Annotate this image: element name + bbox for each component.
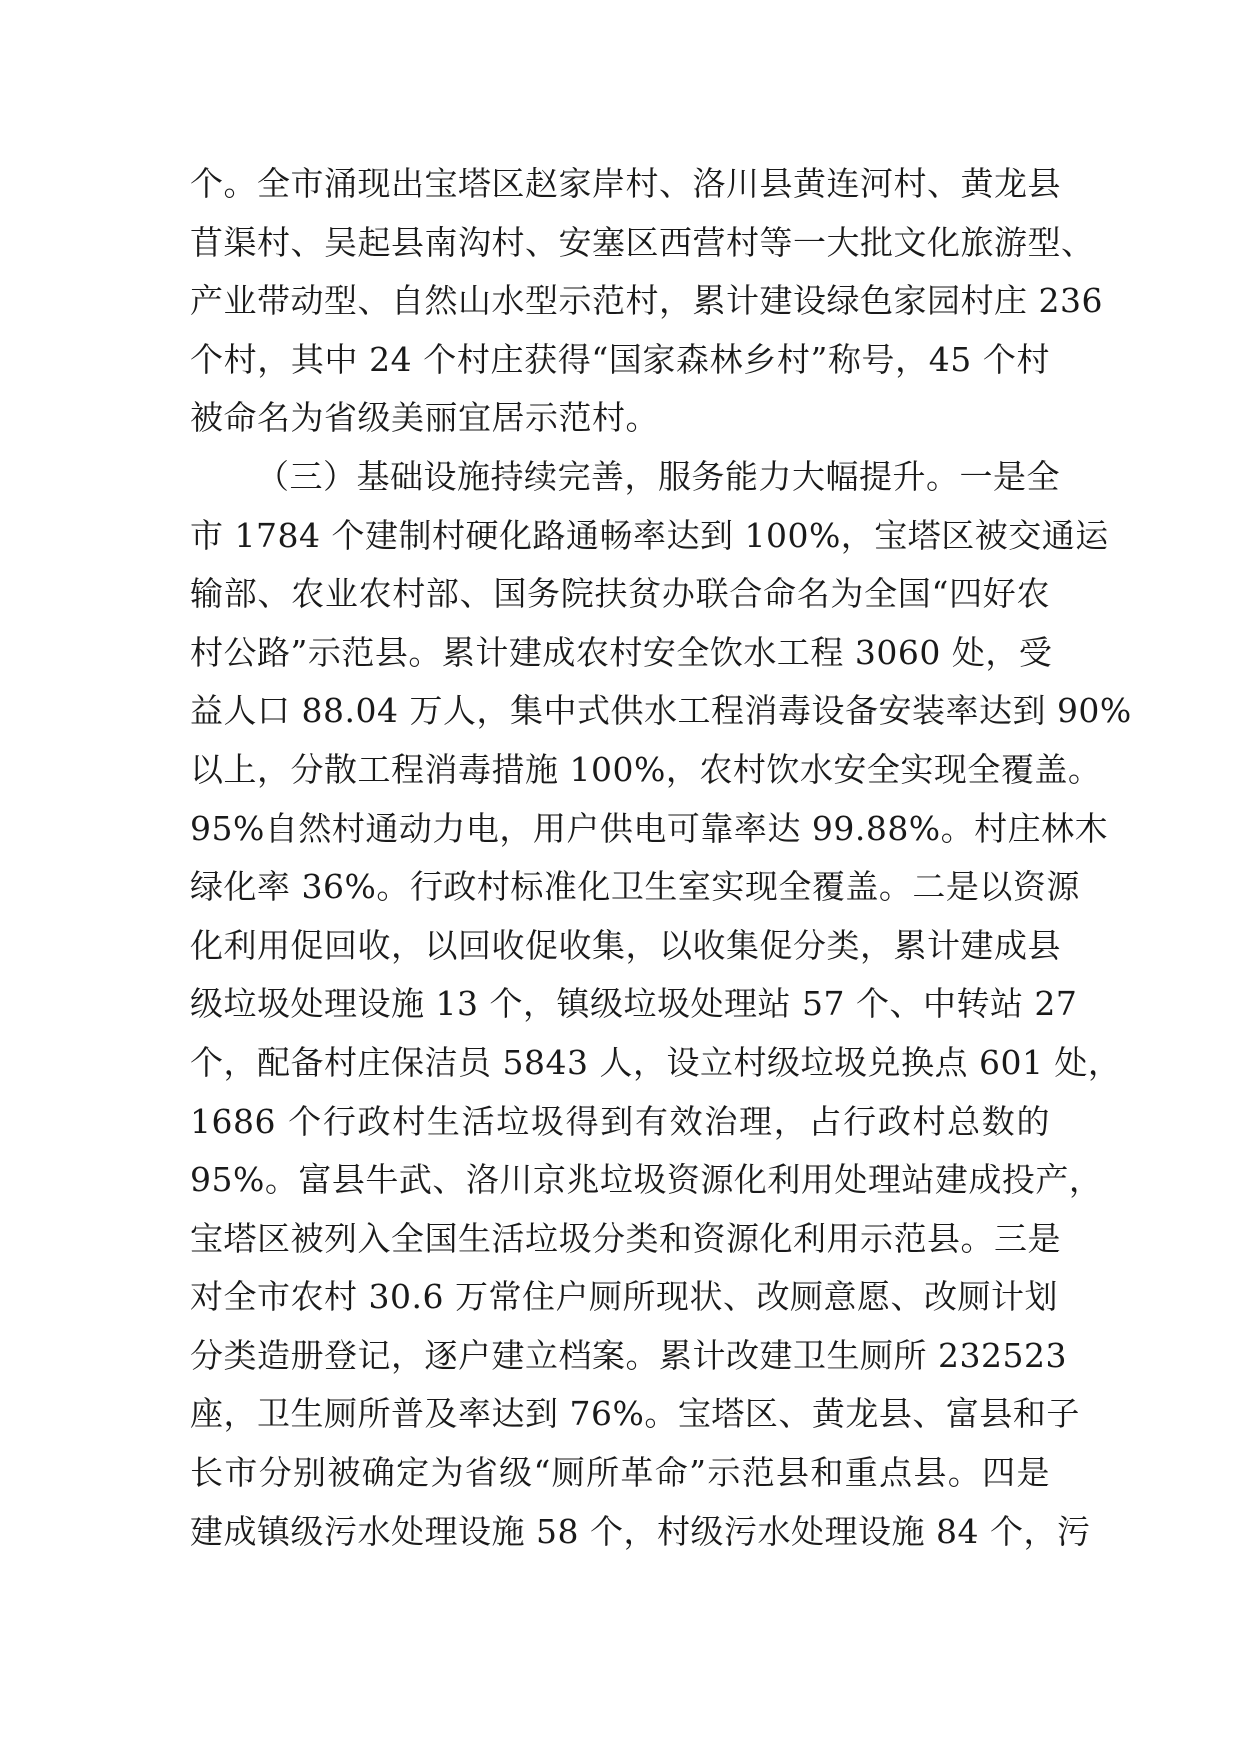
text-line: 个。全市涌现出宝塔区赵家岸村、洛川县黄连河村、黄龙县 bbox=[190, 164, 1061, 203]
text-line: 级垃圾处理设施 13 个，镇级垃圾处理站 57 个、中转站 27 bbox=[190, 984, 1078, 1024]
text-line: 被命名为省级美丽宜居示范村。 bbox=[190, 398, 659, 438]
text-line: 输部、农业农村部、国务院扶贫办联合命名为全国“四好农 bbox=[190, 574, 1050, 614]
text-line: 宝塔区被列入全国生活垃圾分类和资源化利用示范县。三是 bbox=[190, 1218, 1061, 1258]
body-text bbox=[190, 155, 1132, 1561]
section-heading-line: （三）基础设施持续完善，服务能力大幅提升。一是全 bbox=[256, 456, 1060, 496]
text-line: 95%。富县牛武、洛川京兆垃圾资源化利用处理站建成投产， bbox=[190, 1160, 1103, 1200]
text-line: 苜渠村、吴起县南沟村、安塞区西营村等一大批文化旅游型、 bbox=[190, 222, 1095, 262]
text-line: 长市分别被确定为省级“厕所革命”示范县和重点县。四是 bbox=[190, 1453, 1050, 1493]
text-line: 村公路”示范县。累计建成农村安全饮水工程 3060 处，受 bbox=[190, 632, 1053, 672]
text-line: 化利用促回收，以回收促收集，以收集促分类，累计建成县 bbox=[190, 925, 1061, 965]
text-line: 座，卫生厕所普及率达到 76%。宝塔区、黄龙县、富县和子 bbox=[190, 1394, 1080, 1434]
text-line: 1686 个行政村生活垃圾得到有效治理，占行政村总数的 bbox=[190, 1101, 1050, 1141]
text-line: 市 1784 个建制村硬化路通畅率达到 100%，宝塔区被交通运 bbox=[190, 515, 1109, 555]
text-line: 个，配备村庄保洁员 5843 人，设立村级垃圾兑换点 601 处， bbox=[190, 1042, 1122, 1082]
text-line: 建成镇级污水处理设施 58 个，村级污水处理设施 84 个，污 bbox=[190, 1511, 1091, 1551]
text-line: 益人口 88.04 万人，集中式供水工程消毒设备安装率达到 90% bbox=[190, 691, 1132, 731]
text-line: 分类造册登记，逐户建立档案。累计改建卫生厕所 232523 bbox=[190, 1335, 1067, 1375]
text-line: 对全市农村 30.6 万常住户厕所现状、改厕意愿、改厕计划 bbox=[190, 1277, 1058, 1317]
text-line: 以上，分散工程消毒措施 100%，农村饮水安全实现全覆盖。 bbox=[190, 749, 1102, 789]
text-line: 产业带动型、自然山水型示范村，累计建设绿色家园村庄 236 bbox=[190, 281, 1103, 321]
text-line: 绿化率 36%。行政村标准化卫生室实现全覆盖。二是以资源 bbox=[190, 867, 1080, 907]
text-line: 95%自然村通动力电，用户供电可靠率达 99.88%。村庄林木 bbox=[190, 808, 1109, 848]
text-line: 个村，其中 24 个村庄获得“国家森林乡村”称号，45 个村 bbox=[190, 339, 1050, 379]
